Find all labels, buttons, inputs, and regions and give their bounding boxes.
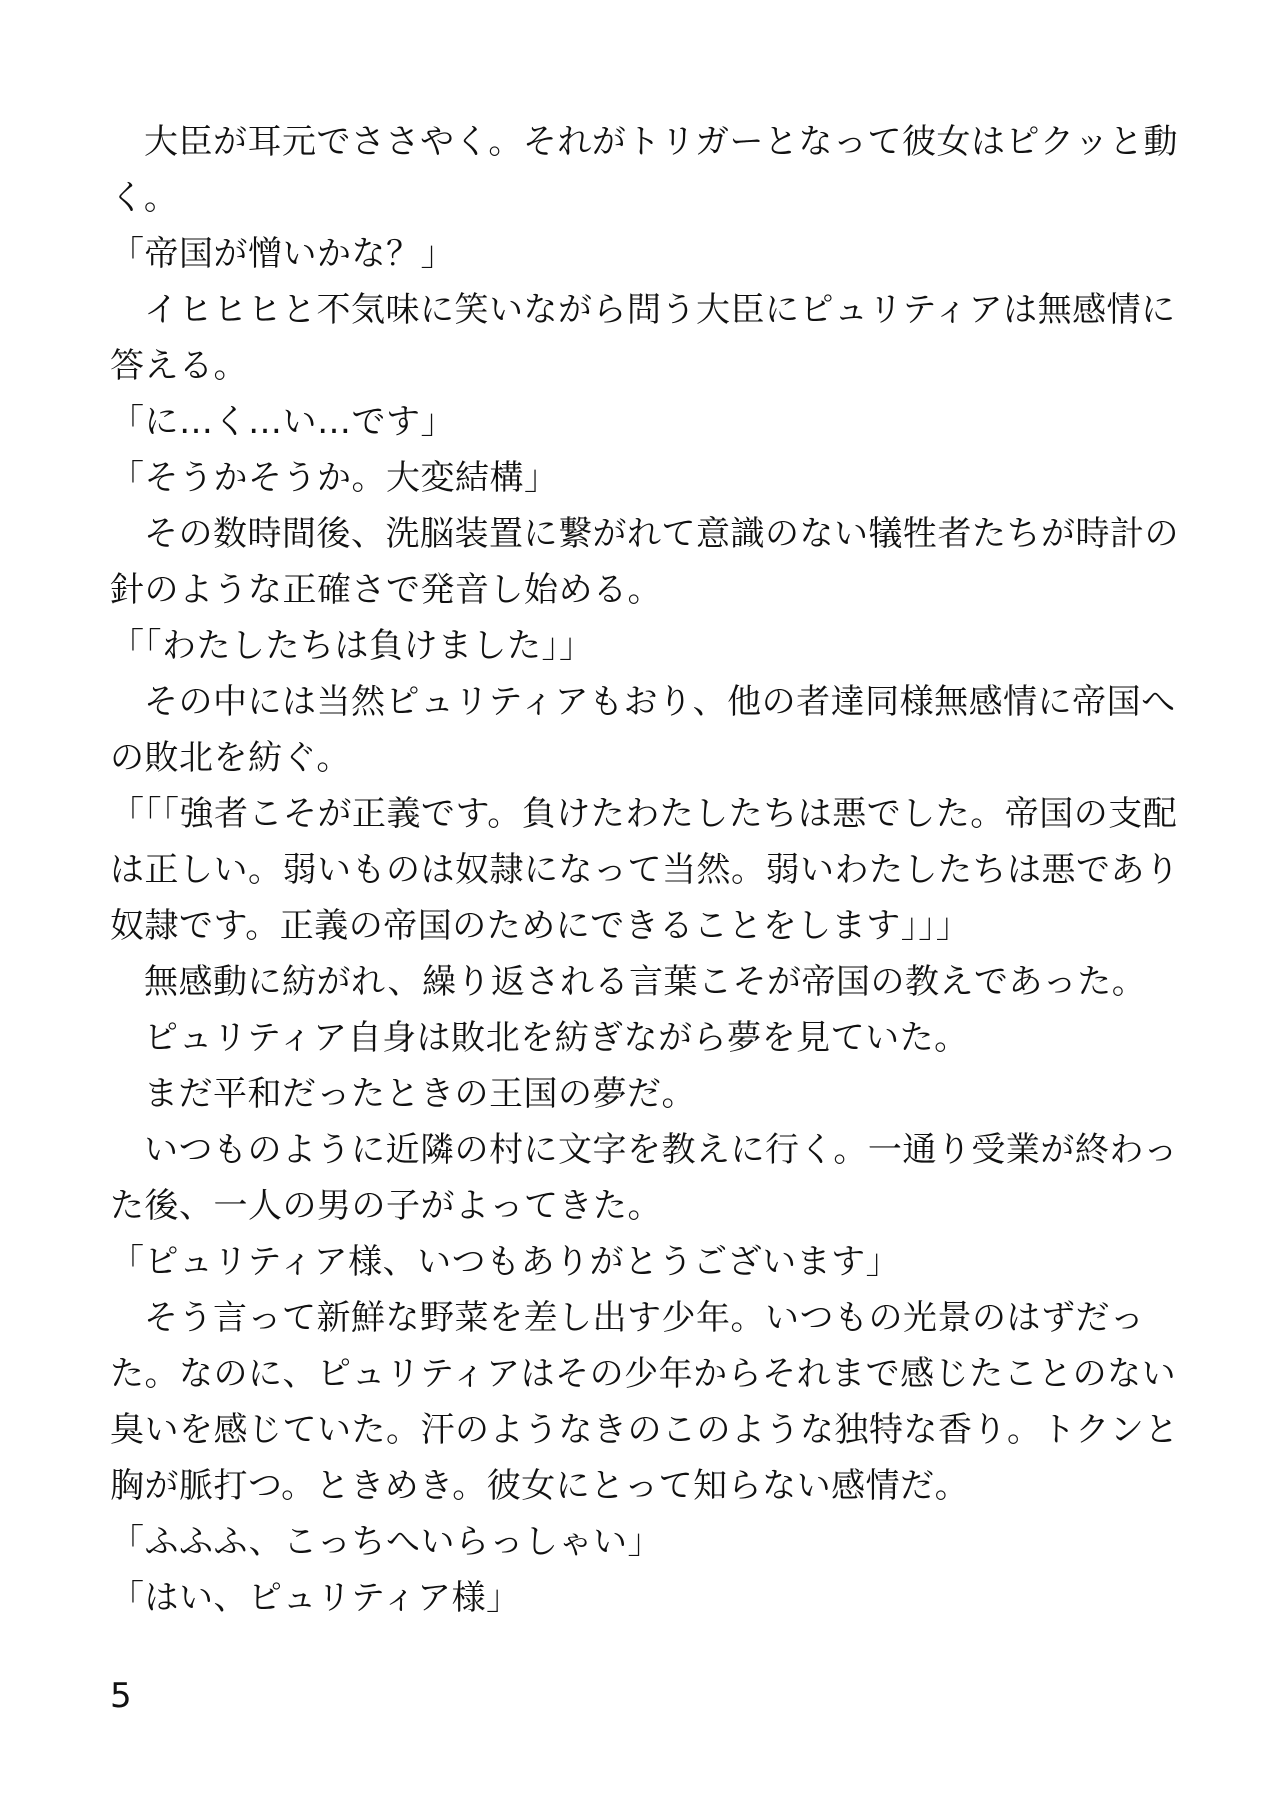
dialogue-line: 「に…く…い…です」 <box>110 402 455 442</box>
dialogue-line: 「そうかそうか。大変結構」 <box>110 458 559 498</box>
dialogue-line: 「「わたしたちは負けました」」 <box>110 626 594 666</box>
paragraph: その数時間後、洗脳装置に繋がれて意識のない犠牲者たちが時計の針のような正確さで発音し始める。 <box>110 514 1179 610</box>
paragraph: イヒヒヒと不気味に笑いながら問う大臣にピュリティアは無感情に答える。 <box>110 290 1176 386</box>
paragraph: いつものように近隣の村に文字を教えに行く。一通り受業が終わった後、一人の男の子がよってきた。 <box>110 1130 1178 1226</box>
paragraph: ピュリティア自身は敗北を紡ぎながら夢を見ていた。 <box>144 1018 969 1058</box>
paragraph: 無感動に紡がれ、繰り返される言葉こそが帝国の教えであった。 <box>144 962 1147 1002</box>
dialogue-line: 「「「強者こそが正義です。負けたわたしたちは悪でした。帝国の支配は正しい。弱いものは奴隷になって当然。弱いわたしたちは悪であり奴隷です。正義の帝国のためにできることをします」」」 <box>110 794 1180 946</box>
dialogue-line: 「はい、ピュリティア様」 <box>110 1578 521 1618</box>
paragraph: 大臣が耳元でささやく。それがトリガーとなって彼女はピクッと動く。 <box>110 122 1178 218</box>
dialogue-line: 「ピュリティア様、いつもありがとうございます」 <box>110 1242 901 1282</box>
page-number: 5 <box>110 1676 132 1716</box>
dialogue-line: 「帝国が憎いかな？」 <box>110 234 455 274</box>
paragraph: そう言って新鮮な野菜を差し出す少年。いつもの光景のはずだった。なのに、ピュリティアはその少年からそれまで感じたことのない臭いを感じていた。汗のようなきのこのような独特な香り。トクンと胸が脈打つ。ときめき。彼女にとって知らない感情だ。 <box>110 1298 1179 1506</box>
body-text <box>110 114 1200 1626</box>
paragraph: その中には当然ピュリティアもおり、他の者達同様無感情に帝国への敗北を紡ぐ。 <box>110 682 1176 778</box>
dialogue-line: 「ふふふ、こっちへいらっしゃい」 <box>110 1522 662 1562</box>
paragraph: まだ平和だったときの王国の夢だ。 <box>144 1074 696 1114</box>
